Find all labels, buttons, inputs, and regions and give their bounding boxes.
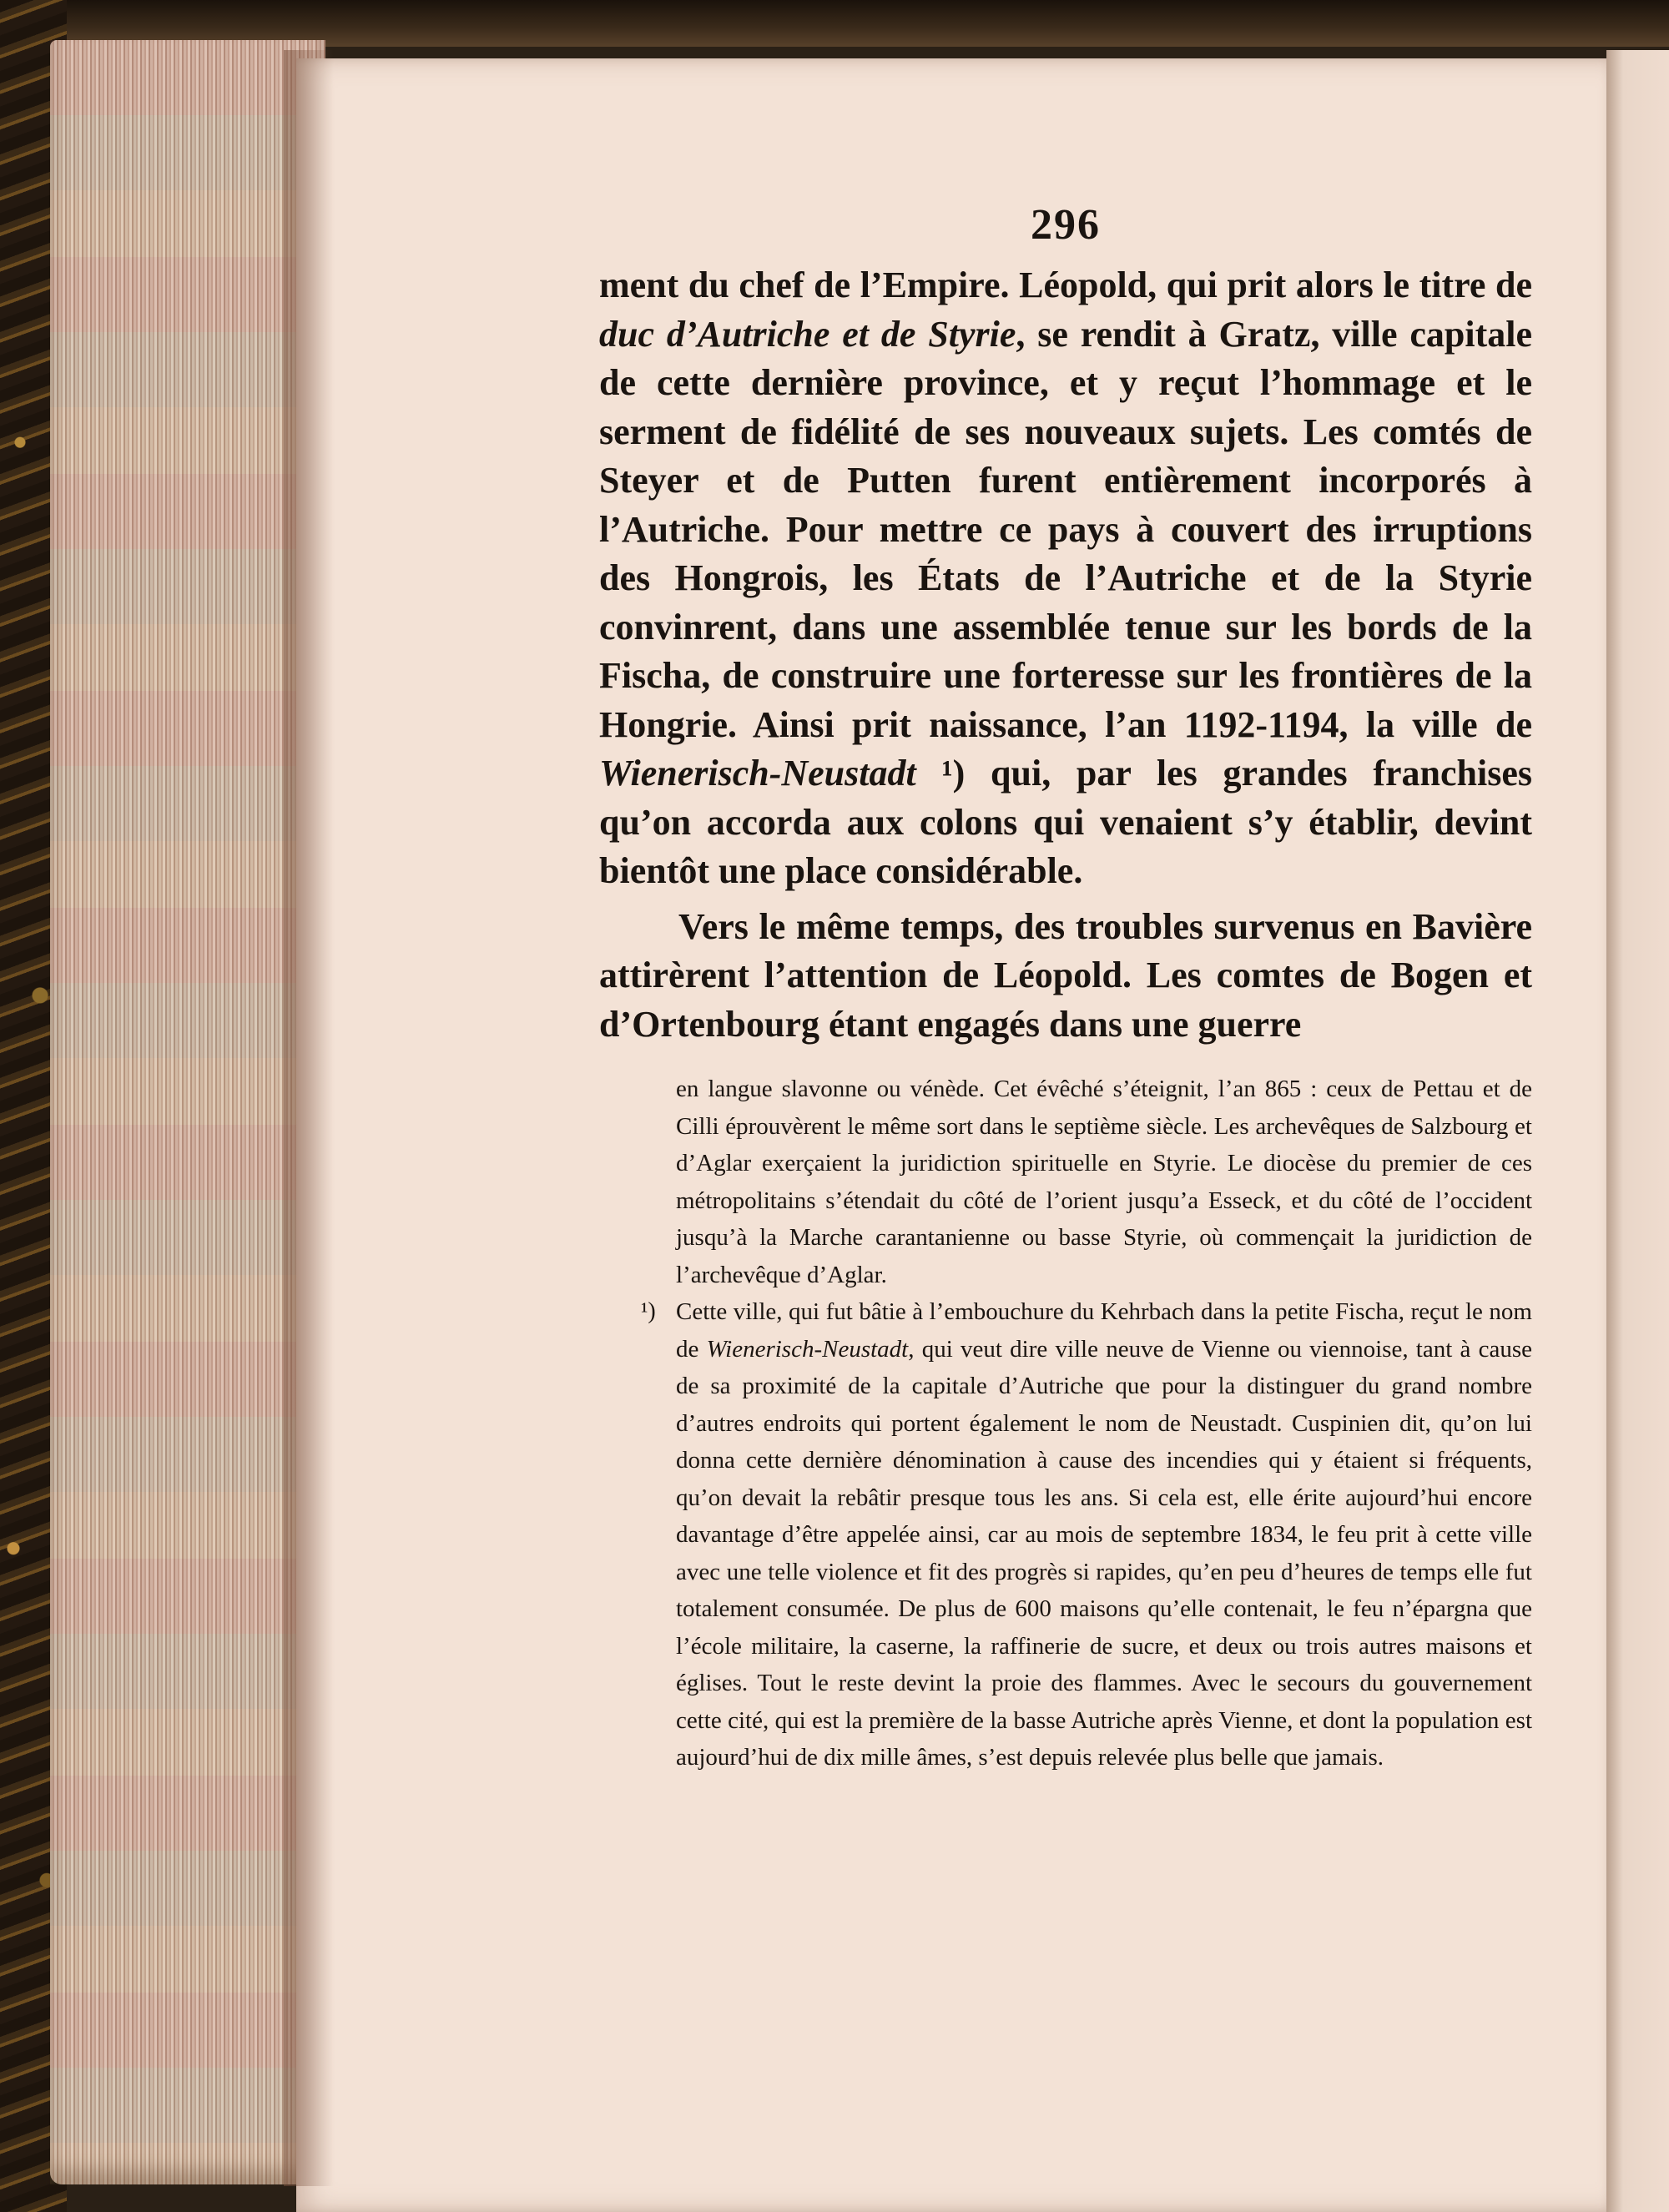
main-paragraph-2 [599, 903, 1532, 1050]
gutter-shadow [284, 50, 334, 2186]
text-run: , qui veut dire ville neuve de Vienne ou viennoise, tant à cause de sa proximité de la capitale d’Autriche que pour la distinguer du grand nombre d’autres endroits qui portent également le nom de Neustadt. Cuspinien dit, qu’on lui donna cette dernière dénomination à cause des incendies qui y étaient si fréquents, qu’on devait la rebâtir presque tous les ans. Si cela est, elle érite aujourd’hui encore davantage d’être appelée ainsi, car au mois de septembre 1834, le feu prit à cette ville avec une telle violence et fit des progrès si rapides, qu’en peu d’heures de temps elle fut totalement consumée. De plus de 600 maisons qu’elle contenait, le feu n’épargna que l’école militaire, la caserne, la raffinerie de sucre, et deux ou trois autres maisons et églises. Tout le reste devint la proie des flammes. Avec le secours du gouvernement cette cité, qui est la première de la basse Autriche après Vienne, et dont la population est aujourd’hui de dix mille âmes, s’est depuis relevée plus belle que jamais. [676, 1335, 1532, 1771]
italic-text-run: duc d’Autriche et de Styrie [599, 313, 1016, 355]
main-paragraph-2-text [599, 906, 1532, 1045]
italic-text-run: Wienerisch-Neustadt [599, 753, 916, 794]
text-run: Cette ville, qui fut bâtie à l’embouchure du Kehrbach dans la petite Fischa, reçut le nom de [676, 1298, 1532, 1363]
text-run: ¹) qui, par les grandes franchises qu’on accorda aux colons qui venaient s’y établir, devint bientôt une place considérable. [599, 753, 1532, 891]
page-content [599, 200, 1532, 1776]
facing-page-sliver [1606, 50, 1669, 2212]
text-run: ment du chef de l’Empire. Léopold, qui prit alors le titre de [599, 265, 1532, 305]
text-run: en langue slavonne ou vénède. Cet évêché s’éteignit, l’an 865 : ceux de Pettau et de Cilli éprouvèrent le même sort dans le septième siècle. Les archevêques de Salzbourg et d’Aglar exerçaient la juridiction spirituelle en Styrie. Le diocèse du premier de ces métropolitains s’étendait du côté de l’orient jusqu’a Esseck, et du côté de l’occident jusqu’à la Marche carantanienne ou basse Styrie, où commençait la juridiction de l’archevêque d’Aglar. [676, 1076, 1532, 1288]
text-run: Vers le même temps, des troubles survenus en Bavière attirèrent l’attention de Léopold. Les comtes de Bogen et d’Ortenbourg étant engagés dans une guerre [599, 905, 1532, 1045]
page-number: 296 [1031, 201, 1101, 249]
footnote-1-marker: ¹) [641, 1298, 656, 1324]
italic-text-run: Wienerisch-Neustadt [706, 1335, 909, 1363]
main-paragraph-1 [599, 261, 1532, 896]
text-run: , se rendit à Gratz, ville capitale de cette dernière province, et y reçut l’hommage et le serment de fidélité de ses nouveaux sujets. Les comtés de Steyer et de Putten furent entièrement incorporés à l’Autriche. Pour mettre ce pays à couvert des irruptions des Hongrois, les États de l’Autriche et de la Styrie convinrent, dans une assemblée tenue sur les bords de la Fischa, de construire une forteresse sur les frontières de la Hongrie. Ainsi prit naissance, l’an 1192-1194, la ville de [599, 313, 1532, 745]
footnote-1 [599, 1293, 1532, 1776]
footnote-continued [599, 1071, 1532, 1293]
footnote-1-text [676, 1298, 1532, 1771]
footnotes [599, 1071, 1532, 1776]
